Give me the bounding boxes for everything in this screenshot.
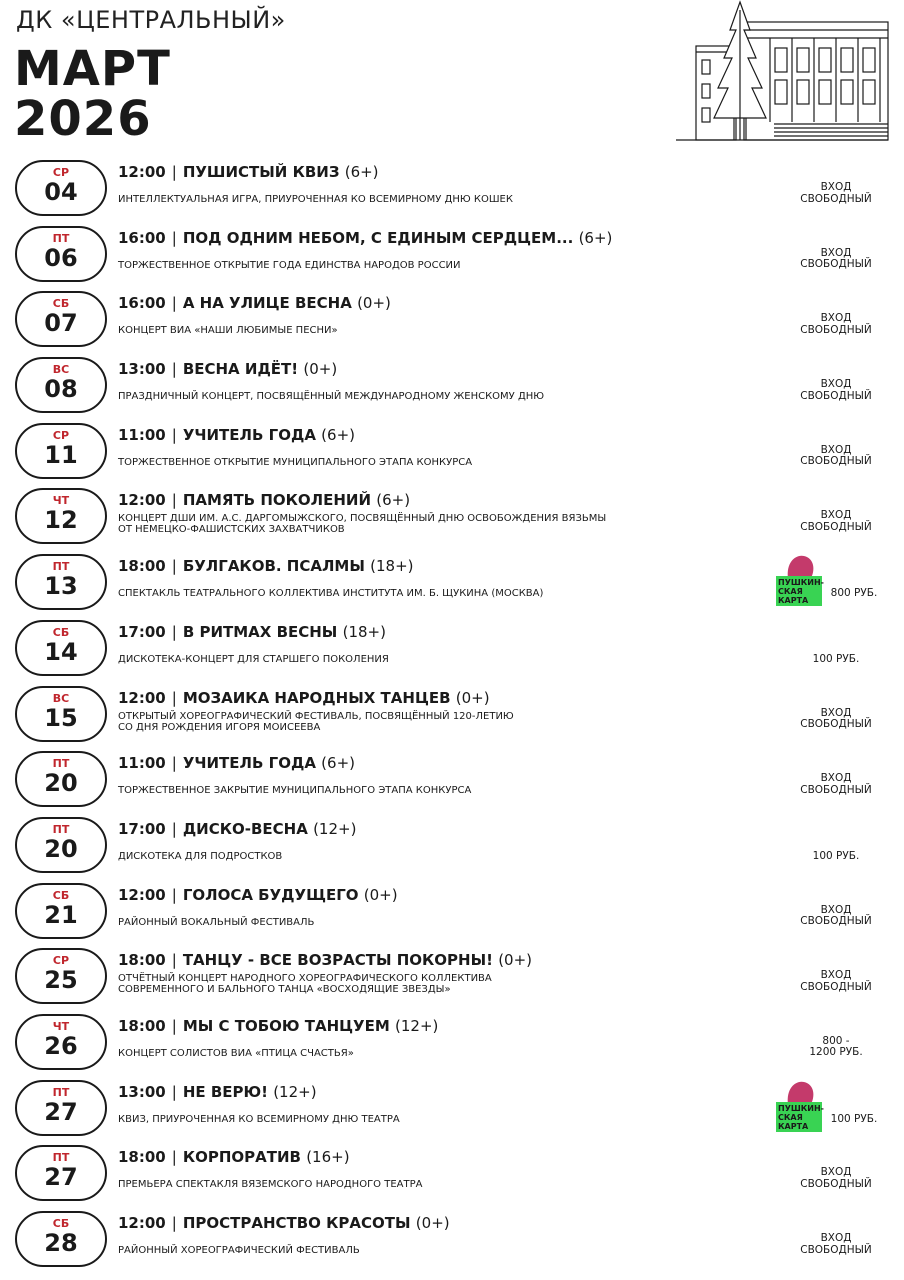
- date-badge: [15, 751, 107, 807]
- description-line: ПРАЗДНИЧНЫЙ КОНЦЕРТ, ПОСВЯЩЁННЫЙ МЕЖДУНАРОДНОМУ ЖЕНСКОМУ ДНЮ: [118, 391, 545, 403]
- event-row: [0, 684, 904, 750]
- age-rating: (6+): [578, 228, 613, 247]
- event-row: [0, 1209, 904, 1275]
- price-line: СВОБОДНЫЙ: [800, 192, 872, 205]
- weekday-label: ПТ: [52, 1151, 70, 1165]
- event-price: [786, 1036, 886, 1059]
- event-title-line: [118, 1017, 438, 1035]
- separator: |: [171, 228, 177, 247]
- event-price: [786, 773, 886, 796]
- age-rating: (0+): [455, 688, 490, 707]
- age-rating: (12+): [273, 1082, 317, 1101]
- age-rating: (12+): [313, 819, 357, 838]
- event-price: [786, 654, 886, 666]
- separator: |: [171, 819, 177, 838]
- event-row: [0, 355, 904, 421]
- event-price: [786, 905, 886, 928]
- event-title: ГОЛОСА БУДУЩЕГО: [182, 885, 359, 904]
- separator: |: [171, 491, 177, 510]
- page-header: [0, 0, 904, 158]
- event-row: [0, 1143, 904, 1209]
- date-badge: [15, 488, 107, 544]
- event-time: 12:00: [118, 1214, 166, 1232]
- price-line: СВОБОДНЫЙ: [800, 1243, 872, 1256]
- date-badge: [15, 883, 107, 939]
- event-row: [0, 486, 904, 552]
- price-line: ВХОД: [820, 1232, 852, 1244]
- age-rating: (6+): [321, 754, 355, 773]
- description-line: ОТКРЫТЫЙ ХОРЕОГРАФИЧЕСКИЙ ФЕСТИВАЛЬ, ПОСВЯЩЁННЫЙ 120-ЛЕТИЮ: [118, 710, 514, 722]
- separator: |: [171, 754, 177, 773]
- event-description: [118, 513, 658, 535]
- price-line: ВХОД: [820, 246, 852, 259]
- price-line: СВОБОДНЫЙ: [800, 1177, 872, 1190]
- price-line: 1200 РУБ.: [809, 1046, 863, 1059]
- event-price: [824, 588, 884, 600]
- weekday-label: ВС: [52, 691, 70, 705]
- price-line: 100 РУБ.: [812, 849, 860, 862]
- day-number: 26: [44, 1031, 78, 1060]
- event-price: [786, 182, 886, 205]
- description-line: ДИСКОТЕКА-КОНЦЕРТ ДЛЯ СТАРШЕГО ПОКОЛЕНИЯ: [118, 653, 389, 665]
- pushkin-card-label: ПУШКИН-: [778, 1103, 824, 1113]
- event-time: 11:00: [118, 754, 166, 773]
- event-row: [0, 815, 904, 881]
- event-description: [118, 588, 658, 599]
- event-price: [786, 708, 886, 731]
- event-time: 16:00: [118, 228, 166, 247]
- price-line: ВХОД: [820, 969, 852, 982]
- day-number: 11: [44, 440, 78, 469]
- event-price: [786, 510, 886, 533]
- weekday-label: ПТ: [52, 560, 70, 574]
- event-time: 16:00: [118, 294, 166, 313]
- day-number: 15: [44, 703, 78, 732]
- event-row: [0, 1078, 904, 1144]
- event-time: 18:00: [118, 1016, 166, 1035]
- age-rating: (0+): [415, 1214, 450, 1232]
- event-title: КОРПОРАТИВ: [182, 1148, 301, 1167]
- event-price: [786, 379, 886, 402]
- pushkin-card-logo: [774, 1078, 824, 1132]
- event-title-line: [118, 623, 386, 641]
- event-time: 18:00: [118, 557, 166, 576]
- month-title: МАРТ: [14, 41, 171, 97]
- price-line: ВХОД: [820, 706, 852, 719]
- pushkin-card-label: СКАЯ: [778, 1112, 803, 1122]
- event-list: [0, 158, 904, 1275]
- price-line: 100 РУБ.: [812, 652, 860, 665]
- date-badge: [15, 1080, 107, 1136]
- description-line: ОТЧЁТНЫЙ КОНЦЕРТ НАРОДНОГО ХОРЕОГРАФИЧЕСКОГО КОЛЛЕКТИВА: [118, 973, 492, 985]
- price-line: СВОБОДНЫЙ: [800, 718, 872, 730]
- event-description: [118, 785, 658, 796]
- price-line: 800 -: [822, 1034, 850, 1047]
- day-number: 08: [44, 375, 78, 404]
- age-rating: (6+): [344, 163, 379, 181]
- age-rating: (0+): [357, 294, 391, 313]
- event-title: ПОД ОДНИМ НЕБОМ, С ЕДИНЫМ СЕРДЦЕМ...: [182, 228, 574, 247]
- event-description: [118, 1048, 658, 1059]
- event-row: [0, 224, 904, 290]
- day-number: 07: [44, 309, 78, 338]
- event-time: 12:00: [118, 163, 166, 181]
- event-title-line: [118, 1148, 350, 1166]
- date-badge: [15, 1145, 107, 1201]
- event-row: [0, 158, 904, 224]
- event-title-line: [118, 754, 355, 772]
- event-title: НЕ ВЕРЮ!: [182, 1082, 268, 1101]
- price-line: СВОБОДНЫЙ: [800, 455, 872, 468]
- event-time: 18:00: [118, 1148, 166, 1167]
- day-number: 27: [44, 1163, 78, 1192]
- event-title-line: [118, 229, 612, 247]
- day-number: 20: [44, 834, 78, 863]
- description-line: КВИЗ, ПРИУРОЧЕННАЯ КО ВСЕМИРНОМУ ДНЮ ТЕАТРА: [118, 1113, 400, 1125]
- description-line: ДИСКОТЕКА ДЛЯ ПОДРОСТКОВ: [118, 850, 283, 862]
- separator: |: [171, 557, 177, 576]
- event-description: [118, 711, 658, 733]
- event-time: 17:00: [118, 622, 166, 641]
- event-price: [786, 1233, 886, 1256]
- price-line: СВОБОДНЫЙ: [800, 980, 872, 993]
- event-title-line: [118, 426, 355, 444]
- price-line: СВОБОДНЫЙ: [800, 783, 872, 796]
- price-line: ВХОД: [820, 378, 852, 391]
- date-badge: [15, 948, 107, 1004]
- event-title: ВЕСНА ИДЁТ!: [182, 360, 299, 379]
- event-time: 17:00: [118, 819, 166, 838]
- date-badge: [15, 357, 107, 413]
- event-title: ДИСКО-ВЕСНА: [182, 819, 308, 838]
- price-line: ВХОД: [820, 772, 852, 785]
- event-time: 12:00: [118, 885, 166, 904]
- separator: |: [171, 951, 177, 970]
- weekday-label: СР: [52, 166, 70, 179]
- event-title: ТАНЦУ - ВСЕ ВОЗРАСТЫ ПОКОРНЫ!: [182, 951, 493, 970]
- age-rating: (0+): [303, 360, 338, 379]
- event-title-line: [118, 360, 337, 378]
- event-description: [118, 1179, 658, 1190]
- price-line: ВХОД: [820, 509, 852, 522]
- event-title-line: [118, 1083, 317, 1101]
- weekday-label: СБ: [52, 297, 70, 311]
- event-row: [0, 946, 904, 1012]
- separator: |: [171, 688, 177, 707]
- event-title: МЫ С ТОБОЮ ТАНЦУЕМ: [182, 1016, 390, 1035]
- event-row: [0, 421, 904, 487]
- venue-name: ДК «ЦЕНТРАЛЬНЫЙ»: [16, 6, 286, 34]
- price-line: СВОБОДНЫЙ: [800, 520, 872, 533]
- description-line: РАЙОННЫЙ ВОКАЛЬНЫЙ ФЕСТИВАЛЬ: [118, 916, 315, 928]
- pushkin-card-label: КАРТА: [778, 596, 809, 606]
- event-description: [118, 973, 658, 995]
- year-title: 2026: [14, 91, 152, 147]
- pushkin-card-label: КАРТА: [778, 1121, 809, 1131]
- age-rating: (6+): [321, 425, 355, 444]
- weekday-label: ЧТ: [52, 1019, 70, 1033]
- price-line: ВХОД: [820, 181, 852, 193]
- event-title: ПАМЯТЬ ПОКОЛЕНИЙ: [182, 491, 372, 510]
- age-rating: (18+): [370, 557, 414, 576]
- date-badge: [15, 817, 107, 873]
- day-number: 27: [44, 1097, 78, 1126]
- weekday-label: СБ: [52, 888, 70, 902]
- separator: |: [171, 294, 177, 313]
- price-line: 800 РУБ.: [830, 587, 878, 600]
- separator: |: [171, 1148, 177, 1167]
- event-description: [118, 654, 658, 665]
- day-number: 06: [44, 243, 78, 272]
- description-line: КОНЦЕРТ ВИА «НАШИ ЛЮБИМЫЕ ПЕСНИ»: [118, 325, 338, 337]
- event-time: 13:00: [118, 1082, 166, 1101]
- day-number: 21: [44, 900, 78, 929]
- event-time: 18:00: [118, 951, 166, 970]
- pushkin-card-logo: [774, 552, 824, 606]
- separator: |: [171, 360, 177, 379]
- pushkin-card-label: СКАЯ: [778, 587, 803, 597]
- day-number: 13: [44, 572, 78, 601]
- description-line: КОНЦЕРТ СОЛИСТОВ ВИА «ПТИЦА СЧАСТЬЯ»: [118, 1047, 354, 1059]
- price-line: ВХОД: [820, 1166, 852, 1179]
- event-title-line: [118, 820, 356, 838]
- age-rating: (6+): [376, 491, 411, 510]
- date-badge: [15, 423, 107, 479]
- event-description: [118, 851, 658, 862]
- event-row: [0, 881, 904, 947]
- price-line: СВОБОДНЫЙ: [800, 258, 872, 271]
- weekday-label: СР: [52, 954, 70, 968]
- event-price: [786, 248, 886, 271]
- event-row: [0, 289, 904, 355]
- event-price: [786, 1167, 886, 1190]
- building-illustration: [674, 0, 890, 146]
- age-rating: (0+): [363, 885, 398, 904]
- date-badge: [15, 686, 107, 742]
- event-title: УЧИТЕЛЬ ГОДА: [182, 425, 316, 444]
- price-line: ВХОД: [820, 443, 852, 456]
- separator: |: [171, 1082, 177, 1101]
- event-title: БУЛГАКОВ. ПСАЛМЫ: [182, 557, 365, 576]
- price-line: ВХОД: [820, 312, 852, 325]
- weekday-label: ПТ: [52, 1085, 70, 1099]
- separator: |: [171, 425, 177, 444]
- event-price: [786, 970, 886, 993]
- age-rating: (0+): [498, 951, 533, 970]
- event-title-line: [118, 1214, 450, 1232]
- day-number: 04: [44, 178, 78, 206]
- event-title: ПУШИСТЫЙ КВИЗ: [182, 163, 340, 181]
- age-rating: (16+): [306, 1148, 350, 1167]
- weekday-label: СБ: [52, 625, 70, 639]
- event-title-line: [118, 689, 490, 707]
- event-time: 11:00: [118, 425, 166, 444]
- description-line: ТОРЖЕСТВЕННОЕ ЗАКРЫТИЕ МУНИЦИПАЛЬНОГО ЭТАПА КОНКУРСА: [118, 785, 472, 797]
- date-badge: [15, 620, 107, 676]
- weekday-label: ПТ: [52, 231, 70, 245]
- event-time: 12:00: [118, 688, 166, 707]
- event-description: [118, 1245, 658, 1256]
- event-title: УЧИТЕЛЬ ГОДА: [182, 754, 316, 773]
- day-number: 25: [44, 966, 78, 995]
- separator: |: [171, 1214, 177, 1232]
- age-rating: (18+): [342, 622, 386, 641]
- event-description: [118, 325, 658, 336]
- pushkin-card-label: ПУШКИН-: [778, 578, 824, 588]
- date-badge: [15, 291, 107, 347]
- description-line: РАЙОННЫЙ ХОРЕОГРАФИЧЕСКИЙ ФЕСТИВАЛЬ: [118, 1245, 360, 1256]
- event-title-line: [118, 557, 414, 575]
- description-line: ПРЕМЬЕРА СПЕКТАКЛЯ ВЯЗЕМСКОГО НАРОДНОГО ТЕАТРА: [118, 1179, 423, 1191]
- separator: |: [171, 622, 177, 641]
- event-time: 13:00: [118, 360, 166, 379]
- price-line: СВОБОДНЫЙ: [800, 915, 872, 928]
- date-badge: [15, 1211, 107, 1267]
- description-line: ТОРЖЕСТВЕННОЕ ОТКРЫТИЕ МУНИЦИПАЛЬНОГО ЭТАПА КОНКУРСА: [118, 456, 473, 468]
- separator: |: [171, 1016, 177, 1035]
- event-title: МОЗАИКА НАРОДНЫХ ТАНЦЕВ: [182, 688, 451, 707]
- event-title-line: [118, 951, 532, 969]
- event-title-line: [118, 886, 398, 904]
- date-badge: [15, 226, 107, 282]
- event-title: А НА УЛИЦЕ ВЕСНА: [182, 294, 352, 313]
- weekday-label: ВС: [52, 363, 70, 377]
- day-number: 28: [44, 1229, 78, 1257]
- day-number: 20: [44, 769, 78, 798]
- event-price: [786, 313, 886, 336]
- event-title-line: [118, 163, 379, 181]
- description-line: ОТ НЕМЕЦКО-ФАШИСТСКИХ ЗАХВАТЧИКОВ: [118, 524, 345, 536]
- weekday-label: СБ: [52, 1217, 70, 1230]
- separator: |: [171, 885, 177, 904]
- event-row: [0, 749, 904, 815]
- separator: |: [171, 163, 177, 181]
- price-line: СВОБОДНЫЙ: [800, 323, 872, 336]
- weekday-label: ПТ: [52, 822, 70, 836]
- description-line: СО ДНЯ РОЖДЕНИЯ ИГОРЯ МОИСЕЕВА: [118, 721, 321, 733]
- event-description: [118, 194, 658, 205]
- event-description: [118, 917, 658, 928]
- event-row: [0, 1012, 904, 1078]
- event-row: [0, 552, 904, 618]
- event-title-line: [118, 491, 410, 509]
- weekday-label: СР: [52, 428, 70, 442]
- day-number: 12: [44, 506, 78, 535]
- price-line: ВХОД: [820, 903, 852, 916]
- event-description: [118, 391, 658, 402]
- event-time: 12:00: [118, 491, 166, 510]
- age-rating: (12+): [395, 1016, 439, 1035]
- event-description: [118, 1114, 658, 1125]
- weekday-label: ПТ: [52, 757, 70, 771]
- date-badge: [15, 554, 107, 610]
- date-badge: [15, 160, 107, 216]
- event-price: [824, 1114, 884, 1126]
- event-description: [118, 457, 658, 468]
- description-line: СПЕКТАКЛЬ ТЕАТРАЛЬНОГО КОЛЛЕКТИВА ИНСТИТУТА ИМ. Б. ЩУКИНА (МОСКВА): [118, 588, 544, 600]
- event-price: [786, 445, 886, 468]
- price-line: 100 РУБ.: [830, 1112, 878, 1125]
- weekday-label: ЧТ: [52, 494, 70, 508]
- event-title: В РИТМАХ ВЕСНЫ: [182, 622, 338, 641]
- event-description: [118, 260, 658, 271]
- day-number: 14: [44, 637, 78, 666]
- event-price: [786, 851, 886, 863]
- description-line: ИНТЕЛЛЕКТУАЛЬНАЯ ИГРА, ПРИУРОЧЕННАЯ КО ВСЕМИРНОМУ ДНЮ КОШЕК: [118, 194, 513, 205]
- date-badge: [15, 1014, 107, 1070]
- event-title: ПРОСТРАНСТВО КРАСОТЫ: [182, 1214, 411, 1232]
- price-line: СВОБОДНЫЙ: [800, 389, 872, 402]
- event-row: [0, 618, 904, 684]
- description-line: КОНЦЕРТ ДШИ ИМ. А.С. ДАРГОМЫЖСКОГО, ПОСВЯЩЁННЫЙ ДНЮ ОСВОБОЖДЕНИЯ ВЯЗЬМЫ: [118, 513, 607, 525]
- description-line: СОВРЕМЕННОГО И БАЛЬНОГО ТАНЦА «ВОСХОДЯЩИЕ ЗВЕЗДЫ»: [118, 984, 451, 996]
- event-title-line: [118, 294, 391, 312]
- description-line: ТОРЖЕСТВЕННОЕ ОТКРЫТИЕ ГОДА ЕДИНСТВА НАРОДОВ РОССИИ: [118, 259, 461, 271]
